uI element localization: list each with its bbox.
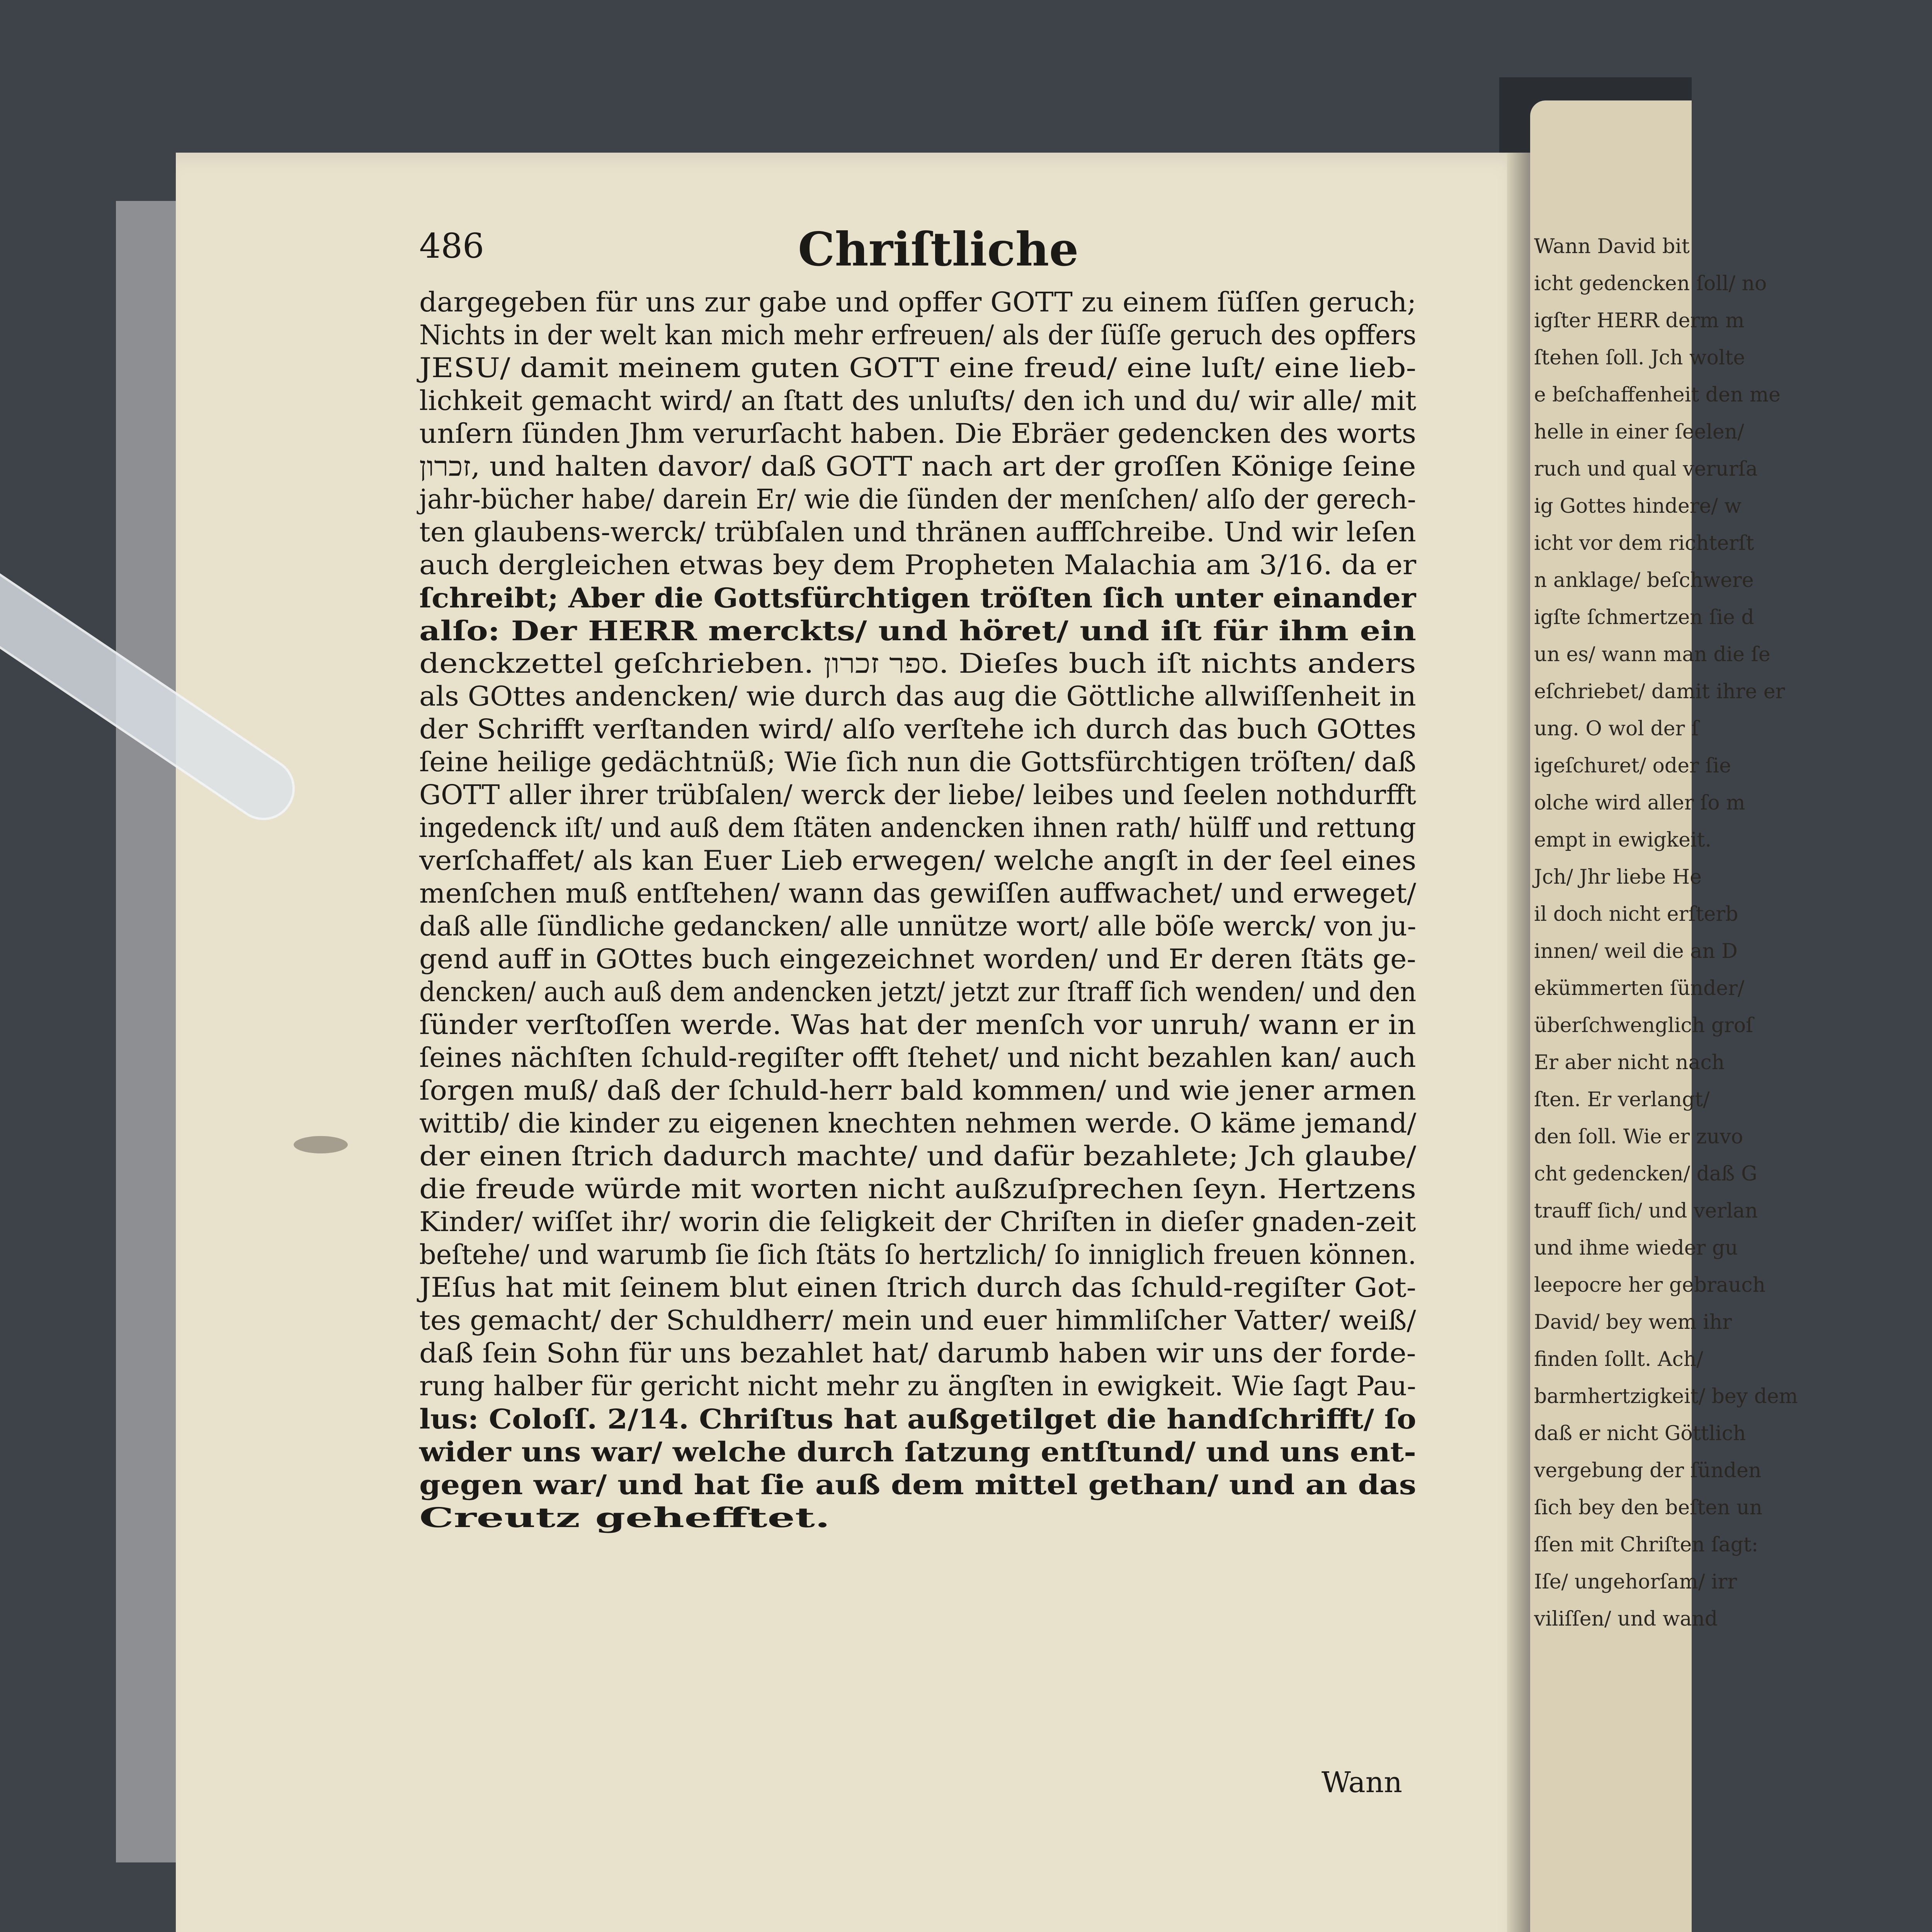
text-line: Nichts in der welt kan mich mehr erfreuen/ als der ſüſſe geruch des opffers [419, 319, 1417, 351]
opposite-text-line: ſten. Er verlangt/ [1534, 1088, 1710, 1111]
text-line: Kinder/ wiſſet ihr/ worin die ſeligkeit der Chriſten in dieſer gnaden-zeit [419, 1206, 1416, 1238]
text-line: alſo: Der HERR merckts/ und höret/ und iſt für ihm ein [419, 615, 1417, 647]
text-line: daß ſein Sohn für uns bezahlet hat/ darumb haben wir uns der forde- [419, 1337, 1416, 1369]
opposite-text-line: n anklage/ beſchwere [1534, 569, 1754, 592]
opposite-text-line: olche wird aller ſo m [1534, 791, 1745, 815]
opposite-text-line: ung. O wol der ſ [1534, 717, 1699, 740]
opposite-text-line: leepocre her gebrauch [1534, 1274, 1766, 1297]
opposite-page-lines [1530, 228, 1798, 1638]
opposite-text-line: ekümmerten ſünder/ [1534, 977, 1745, 1000]
opposite-page [1530, 100, 1798, 1932]
opposite-text-line: empt in ewigkeit. [1534, 828, 1711, 852]
text-line: lus: Coloſſ. 2/14. Chriſtus hat außgetilget die handſchrifft/ ſo [419, 1403, 1417, 1435]
opposite-text-line: Er aber nicht nach [1534, 1051, 1725, 1074]
opposite-text-line: finden ſollt. Ach/ [1534, 1348, 1703, 1371]
text-line: die freude würde mit worten nicht außzuſprechen ſeyn. Hertzens [419, 1173, 1416, 1205]
text-line: ſeines nächſten ſchuld-regiſter offt ſtehet/ und nicht bezahlen kan/ auch [419, 1042, 1416, 1073]
text-line: beſtehe/ und warumb ſie ſich ſtäts ſo hertzlich/ ſo inniglich freuen können. [419, 1239, 1417, 1270]
opposite-text-line: cht gedencken/ daß G [1534, 1162, 1757, 1185]
opposite-text-line: Wann David bit [1534, 235, 1690, 258]
running-title: Chriſtliche [798, 222, 1079, 277]
ink-smudge [294, 1136, 348, 1153]
text-line: GOTT aller ihrer trübſalen/ werck der liebe/ leibes und ſeelen nothdurfft [419, 779, 1417, 811]
text-line: JEſus hat mit ſeinem blut einen ſtrich durch das ſchuld-regiſter Got- [419, 1272, 1417, 1303]
text-line: denckzettel geſchrieben. ספר זכרון. Dieſes buch iſt nichts anders [419, 648, 1416, 679]
opposite-text-line: ſſen mit Chriſten ſagt: [1534, 1533, 1759, 1556]
opposite-text-line: helle in einer ſeelen/ [1534, 420, 1744, 444]
text-line: ſeine heilige gedächtnüß; Wie ſich nun die Gottsfürchtigen tröſten/ daß [419, 746, 1417, 778]
opposite-text-line: ig Gottes hindere/ w [1534, 495, 1742, 518]
opposite-text-line: ſtehen ſoll. Jch wolte [1534, 346, 1745, 369]
text-line: זכרון, und halten davor/ daß GOTT nach art der groſſen Könige ſeine [419, 451, 1416, 482]
body-text [419, 286, 1416, 1534]
opposite-text-line: und ihme wieder gu [1534, 1236, 1738, 1260]
text-line: ingedenck iſt/ und auß dem ſtäten andencken ihnen rath/ hülff und rettung [419, 812, 1416, 844]
text-line: verſchaffet/ als kan Euer Lieb erwegen/ welche angſt in der ſeel eines [419, 845, 1417, 876]
opposite-text-line: viliſſen/ und wand [1534, 1607, 1718, 1631]
opposite-text-line: Iſe/ ungehorſam/ irr [1534, 1570, 1737, 1594]
opposite-text-line: überſchwenglich groſ [1534, 1014, 1753, 1037]
text-line: menſchen muß entſtehen/ wann das gewiſſen auffwachet/ und erweget/ [419, 878, 1417, 909]
opposite-text-line: un es/ wann man die ſe [1534, 643, 1770, 666]
text-line: der einen ſtrich dadurch machte/ und dafür bezahlete; Jch glaube/ [419, 1140, 1417, 1172]
text-line: tes gemacht/ der Schuldherr/ mein und euer himmliſcher Vatter/ weiß/ [419, 1304, 1416, 1336]
text-line: als GOttes andencken/ wie durch das aug die Göttliche allwiſſenheit in [419, 680, 1416, 712]
opposite-text-line: trauff ſich/ und verlan [1534, 1199, 1758, 1223]
text-line: unſern ſünden Jhm verurſacht haben. Die Ebräer gedencken des worts [419, 418, 1416, 449]
text-line: JESU/ damit meinem guten GOTT eine freud/ eine luſt/ eine lieb- [419, 352, 1417, 384]
text-line: lichkeit gemacht wird/ an ſtatt des unluſts/ den ich und du/ wir alle/ mit [419, 385, 1417, 417]
text-line: rung halber für gericht nicht mehr zu ängſten in ewigkeit. Wie ſagt Pau- [419, 1370, 1416, 1402]
opposite-text-line: ruch und qual verurſa [1534, 457, 1758, 481]
opposite-text-line: igſte ſchmertzen ſie d [1534, 606, 1754, 629]
text-line: dencken/ auch auß dem andencken jetzt/ jetzt zur ſtraff ſich wenden/ und den [419, 976, 1417, 1008]
text-line: ten glaubens-werck/ trübſalen und thränen auffſchreibe. Und wir leſen [419, 516, 1416, 548]
opposite-text-line: icht gedencken ſoll/ no [1534, 272, 1767, 295]
text-line: Creutz gehefftet. [419, 1502, 830, 1534]
opposite-text-line: igeſchuret/ oder ſie [1534, 754, 1731, 777]
text-line: ſorgen muß/ daß der ſchuld-herr bald kommen/ und wie jener armen [419, 1075, 1416, 1106]
text-line: wittib/ die kinder zu eigenen knechten nehmen werde. O käme jemand/ [419, 1107, 1417, 1139]
text-line: jahr-bücher habe/ darein Er/ wie die ſünden der menſchen/ alſo der gerech- [419, 483, 1416, 515]
opposite-text-line: Jch/ Jhr liebe He [1534, 866, 1702, 889]
text-line: auch dergleichen etwas bey dem Propheten Malachia am 3/16. da er [419, 549, 1417, 581]
catchword: Wann [1321, 1766, 1403, 1799]
text-line: daß alle ſündliche gedancken/ alle unnütze wort/ alle böſe werck/ von ju- [419, 910, 1417, 942]
page-header [419, 222, 1424, 280]
opposite-text-line: vergebung der ſünden [1534, 1459, 1762, 1482]
text-line: gend auff in GOttes buch eingezeichnet worden/ und Er deren ſtäts ge- [419, 943, 1416, 975]
opposite-text-line: barmhertzigkeit/ bey dem [1534, 1385, 1798, 1408]
opposite-text-line: e beſchaffenheit den me [1534, 383, 1781, 406]
opposite-text-line: ſich bey den beſten un [1534, 1496, 1763, 1519]
opposite-text-line: icht vor dem richterſt [1534, 532, 1754, 555]
opposite-text-line: den ſoll. Wie er zuvo [1534, 1125, 1743, 1148]
text-line: dargegeben für uns zur gabe und opffer GOTT zu einem ſüſſen geruch; [419, 286, 1417, 318]
page-number: 486 [419, 226, 484, 266]
opposite-text-line: eſchriebet/ damit ihre er [1534, 680, 1785, 703]
text-line: der Schrifft verſtanden wird/ alſo verſtehe ich durch das buch GOttes [419, 713, 1417, 745]
background-band [116, 201, 178, 1862]
text-line: wider uns war/ welche durch ſatzung entſtund/ und uns ent- [419, 1436, 1417, 1468]
opposite-text-line: innen/ weil die an D [1534, 940, 1738, 963]
text-line: ſünder verſtoſſen werde. Was hat der menſch vor unruh/ wann er in [419, 1009, 1416, 1041]
opposite-text-line: il doch nicht erſterb [1534, 903, 1738, 926]
text-line: gegen war/ und hat ſie auß dem mittel gethan/ und an das [419, 1469, 1417, 1501]
opposite-text-line: igſter HERR derm m [1534, 309, 1745, 332]
opposite-text-line: daß er nicht Göttlich [1534, 1422, 1746, 1445]
opposite-text-line: David/ bey wem ihr [1534, 1311, 1732, 1334]
text-line: ſchreibt; Aber die Gottsfürchtigen tröſten ſich unter einander [419, 582, 1416, 614]
